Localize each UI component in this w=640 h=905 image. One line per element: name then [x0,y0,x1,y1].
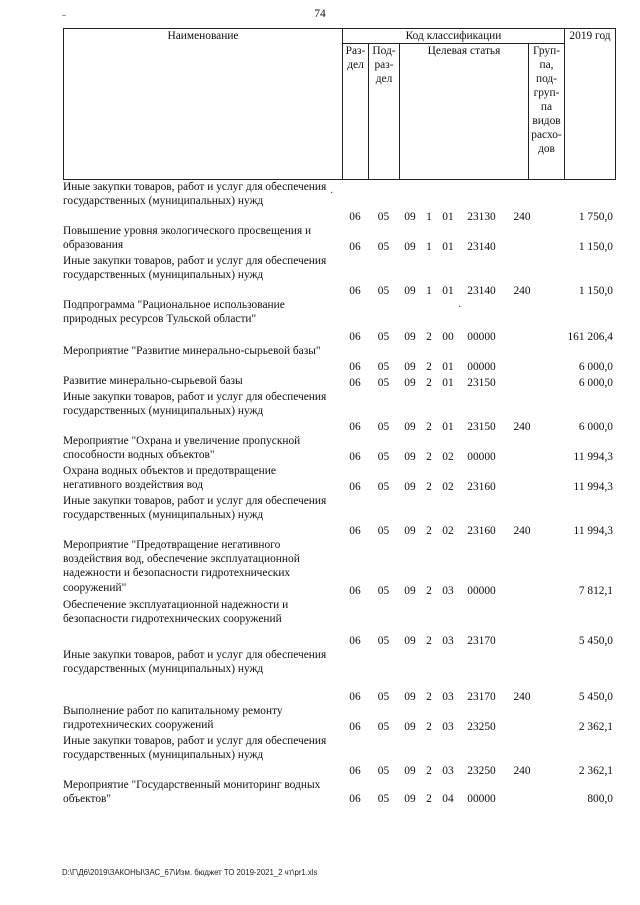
cell-c2: 1 [426,284,432,297]
cell-c1: 09 [404,376,416,389]
cell-pr: 05 [377,450,390,463]
cell-c4: 23250 [467,720,496,733]
cell-vr: 240 [513,284,531,297]
cell-c3: 02 [442,480,454,493]
cell-rz: 06 [349,764,361,777]
header-podrazdel: Под- раз- дел [369,44,400,180]
cell-rz: 06 [349,420,361,433]
cell-name: Подпрограмма "Рациональное использование природных ресурсов Тульской области" [63,299,285,326]
cell-amount: 161 206,4 [567,330,613,343]
cell-c3: 03 [442,634,454,647]
table-row [63,598,615,648]
cell-c1: 09 [404,450,416,463]
cell-c3: 03 [442,720,454,733]
cell-c2: 2 [426,360,432,373]
cell-pr: 05 [377,284,390,297]
cell-rz: 06 [349,793,361,806]
table-header [63,28,616,180]
table-row [63,344,615,374]
cell-c1: 09 [404,764,416,777]
cell-c2: 2 [426,524,432,537]
cell-c1: 09 [404,240,416,253]
cell-amount: 5 450,0 [578,634,613,647]
cell-c1: 09 [404,210,416,223]
cell-c2: 1 [426,210,432,223]
cell-c3: 01 [442,376,454,389]
cell-name: Выполнение работ по капитальному ремонту гидротехнических сооружений [63,705,283,732]
cell-c2: 2 [426,376,432,389]
cell-vr [504,374,540,390]
header-name: Наименование [64,29,343,180]
cell-c2: 2 [426,720,432,733]
cell-rz: 06 [349,720,361,733]
header-group: Груп- па, под- груп- па видов расхо- дов [529,44,565,180]
cell-pr: 05 [377,330,390,343]
stray-dot: · [330,188,334,199]
cell-name: Обеспечение эксплуатационной надежности и безопасности гидротехнических сооружений [63,599,289,626]
cell-c2: 2 [426,764,432,777]
cell-c1: 09 [404,584,416,597]
cell-vr: 240 [513,690,531,703]
cell-vr [504,778,540,806]
cell-rz: 06 [349,524,361,537]
cell-pr: 05 [377,480,390,493]
cell-c3: 01 [442,284,454,297]
cell-c1: 09 [404,480,416,493]
cell-vr [504,298,540,344]
cell-c1: 09 [404,634,416,647]
cell-amount: 1 150,0 [578,284,613,297]
cell-rz: 06 [349,584,361,597]
cell-pr: 05 [377,210,390,223]
cell-name: Иные закупки товаров, работ и услуг для обеспечения государственных (муниципальных) нужд [63,495,327,522]
cell-c3: 02 [442,524,454,537]
cell-name: Иные закупки товаров, работ и услуг для обеспечения государственных (муниципальных) нужд [63,391,327,418]
cell-pr: 05 [377,634,390,647]
table-row [63,734,615,778]
cell-name: Развитие минерально-сырьевой базы [63,375,243,387]
cell-c3: 04 [442,793,454,806]
table-row [63,538,615,598]
cell-vr [504,224,540,254]
cell-vr: 240 [513,420,531,433]
cell-c3: 01 [442,420,454,433]
cell-rz: 06 [349,330,361,343]
cell-vr: 240 [513,764,531,777]
cell-c4: 23140 [467,240,496,253]
cell-c3: 01 [442,360,454,373]
cell-c1: 09 [404,330,416,343]
table-row [63,494,615,538]
cell-amount: 1 150,0 [578,240,613,253]
cell-name: Иные закупки товаров, работ и услуг для обеспечения государственных (муниципальных) нужд [63,735,327,762]
cell-rz: 06 [349,690,361,703]
cell-pr: 05 [377,584,390,597]
cell-c3: 02 [442,450,454,463]
cell-pr: 05 [377,420,390,433]
table-row [63,464,615,494]
cell-vr [504,464,540,494]
cell-amount: 2 362,1 [578,720,613,733]
cell-c4: 00000 [467,330,496,343]
cell-pr: 05 [377,360,390,373]
header-year: 2019 год [565,29,616,180]
cell-rz: 06 [349,634,361,647]
table-row [63,704,615,734]
table-row [63,224,615,254]
cell-c4: 23160 [467,524,496,537]
table-row [63,434,615,464]
cell-c4: 23150 [467,420,496,433]
cell-name: Мероприятие "Охрана и увеличение пропускной способности водных объектов" [63,435,301,462]
cell-c3: 03 [442,690,454,703]
cell-pr: 05 [377,690,390,703]
cell-c2: 1 [426,240,432,253]
cell-rz: 06 [349,284,361,297]
cell-vr [504,434,540,464]
cell-vr [504,704,540,734]
header-razdel: Раз- дел [343,44,369,180]
header-classification: Код классификации [343,29,565,44]
cell-c3: 01 [442,240,454,253]
cell-c4: 23170 [467,690,496,703]
cell-c1: 09 [404,720,416,733]
cell-c1: 09 [404,284,416,297]
file-path: D:\Г\Д6\2019\ЗАКОНЫ\ЗАС_67\Изм. бюджет ТО 2019-2021_2 чт\pr1.xls [62,868,318,877]
cell-c4: 23170 [467,634,496,647]
table-row [63,374,615,390]
cell-name: Иные закупки товаров, работ и услуг для обеспечения государственных (муниципальных) нужд [63,649,327,676]
cell-amount: 6 000,0 [578,420,613,433]
cell-name: Иные закупки товаров, работ и услуг для обеспечения государственных (муниципальных) нужд [63,181,327,208]
cell-pr: 05 [377,524,390,537]
table-row [63,298,615,344]
cell-c4: 23150 [467,376,496,389]
cell-c2: 2 [426,634,432,647]
cell-amount: 2 362,1 [578,764,613,777]
cell-vr [504,598,540,648]
cell-vr [504,344,540,374]
cell-c4: 00000 [467,450,496,463]
cell-c3: 03 [442,764,454,777]
cell-c1: 09 [404,360,416,373]
cell-c4: 23130 [467,210,496,223]
table-row [63,390,615,434]
cell-c4: 23250 [467,764,496,777]
cell-c1: 09 [404,690,416,703]
cell-c3: 01 [442,210,454,223]
cell-rz: 06 [349,480,361,493]
cell-c2: 2 [426,793,432,806]
cell-pr: 05 [377,793,390,806]
cell-c4: 00000 [467,793,496,806]
cell-c4: 23160 [467,480,496,493]
cell-amount: 6 000,0 [578,360,613,373]
header-target: Целевая статья [400,44,529,180]
cell-c1: 09 [404,793,416,806]
cell-c4: 23140 [467,284,496,297]
cell-rz: 06 [349,210,361,223]
cell-c2: 2 [426,330,432,343]
cell-c3: 03 [442,584,454,597]
corner-mark: ¨ [62,11,66,25]
cell-c1: 09 [404,420,416,433]
cell-pr: 05 [377,376,390,389]
cell-vr: 240 [513,524,531,537]
cell-c2: 2 [426,420,432,433]
cell-c2: 2 [426,450,432,463]
cell-rz: 06 [349,360,361,373]
cell-name: Повышение уровня экологического просвещения и образования [63,225,312,252]
cell-amount: 5 450,0 [578,690,613,703]
table-row [63,648,615,704]
cell-amount: 1 750,0 [578,210,613,223]
cell-pr: 05 [377,764,390,777]
cell-amount: 11 994,3 [573,524,613,537]
cell-name: Мероприятие "Развитие минерально-сырьевой базы" [63,345,321,357]
cell-c2: 2 [426,690,432,703]
page-number: 74 [314,8,326,20]
cell-c1: 09 [404,524,416,537]
cell-name: Охрана водных объектов и предотвращение негативного воздействия вод [63,465,276,492]
table-row [63,180,615,224]
cell-c2: 2 [426,480,432,493]
cell-rz: 06 [349,240,361,253]
cell-amount: 800,0 [587,793,613,806]
table-row [63,778,615,806]
cell-amount: 6 000,0 [578,376,613,389]
cell-amount: 11 994,3 [573,450,613,463]
cell-c4: 00000 [467,584,496,597]
cell-pr: 05 [377,240,390,253]
cell-pr: 05 [377,720,390,733]
budget-table [63,180,615,806]
cell-vr [504,538,540,598]
cell-c2: 2 [426,584,432,597]
cell-name: Мероприятие "Государственный мониторинг водных объектов" [63,779,321,806]
cell-rz: 06 [349,450,361,463]
cell-amount: 11 994,3 [573,480,613,493]
cell-amount: 7 812,1 [578,584,613,597]
cell-rz: 06 [349,376,361,389]
cell-c3: 00 [442,330,454,343]
cell-c4: 00000 [467,360,496,373]
cell-name: Мероприятие "Предотвращение негативного воздействия вод, обеспечение эксплуатационной надежности и безопасности гидротехнических сооружений" [63,539,300,594]
stray-dot: · [458,302,462,313]
cell-name: Иные закупки товаров, работ и услуг для обеспечения государственных (муниципальных) нужд [63,255,327,282]
cell-vr: 240 [513,210,531,223]
table-row [63,254,615,298]
